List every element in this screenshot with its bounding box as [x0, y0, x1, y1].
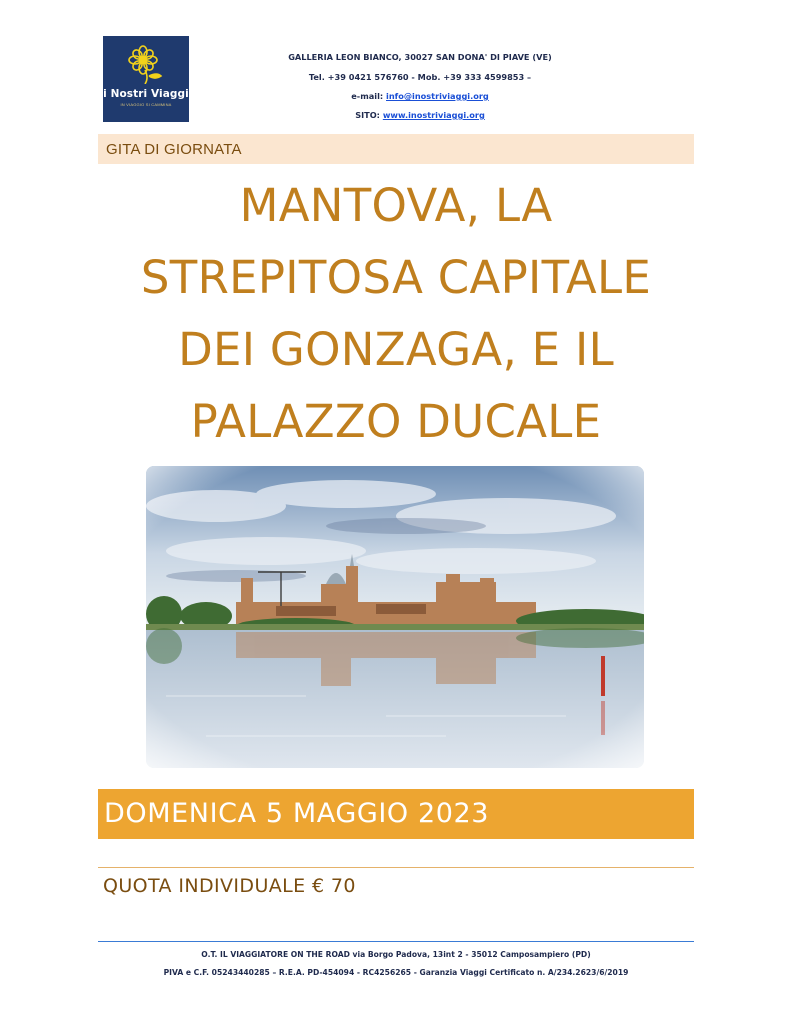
email-line — [230, 91, 610, 101]
footer-line-2: PIVA e C.F. 05243440285 – R.E.A. PD-454094 - RC4256265 - Garanzia Viaggi Certificato n. A/234.2623/6/2019 — [163, 968, 629, 977]
flower-icon — [127, 44, 165, 84]
logo-text: i Nostri Viaggi — [103, 88, 189, 100]
page-title — [98, 170, 694, 458]
logo — [103, 36, 189, 122]
footer-divider — [98, 941, 694, 942]
category-bar — [98, 134, 694, 164]
title-line: STREPITOSA CAPITALE — [140, 251, 652, 304]
address: GALLERIA LEON BIANCO, 30027 SAN DONA' DI PIAVE (VE) — [288, 52, 552, 62]
footer-line-1: O.T. IL VIAGGIATORE ON THE ROAD via Borgo Padova, 13int 2 - 35012 Camposampiero (PD) — [201, 950, 591, 959]
date-bar — [98, 789, 694, 839]
title-line: PALAZZO DUCALE — [190, 395, 602, 448]
price-label: QUOTA INDIVIDUALE € 70 — [103, 875, 356, 897]
mantova-photo — [146, 466, 644, 768]
title-line: DEI GONZAGA, E IL — [178, 323, 614, 376]
site-line — [230, 110, 610, 120]
event-date: DOMENICA 5 MAGGIO 2023 — [104, 798, 490, 829]
title-line: MANTOVA, LA — [239, 179, 553, 232]
email-link[interactable]: info@inostriviaggi.org — [386, 91, 489, 101]
site-link[interactable]: www.inostriviaggi.org — [382, 110, 485, 120]
divider — [98, 867, 694, 868]
email-label: e-mail: — [351, 91, 384, 101]
site-label: SITO: — [355, 110, 380, 120]
logo-tagline: IN VIAGGIO SI CAMMINA — [120, 102, 172, 107]
category-label: GITA DI GIORNATA — [106, 141, 242, 158]
phone: Tel. +39 0421 576760 - Mob. +39 333 4599853 – — [308, 72, 532, 82]
